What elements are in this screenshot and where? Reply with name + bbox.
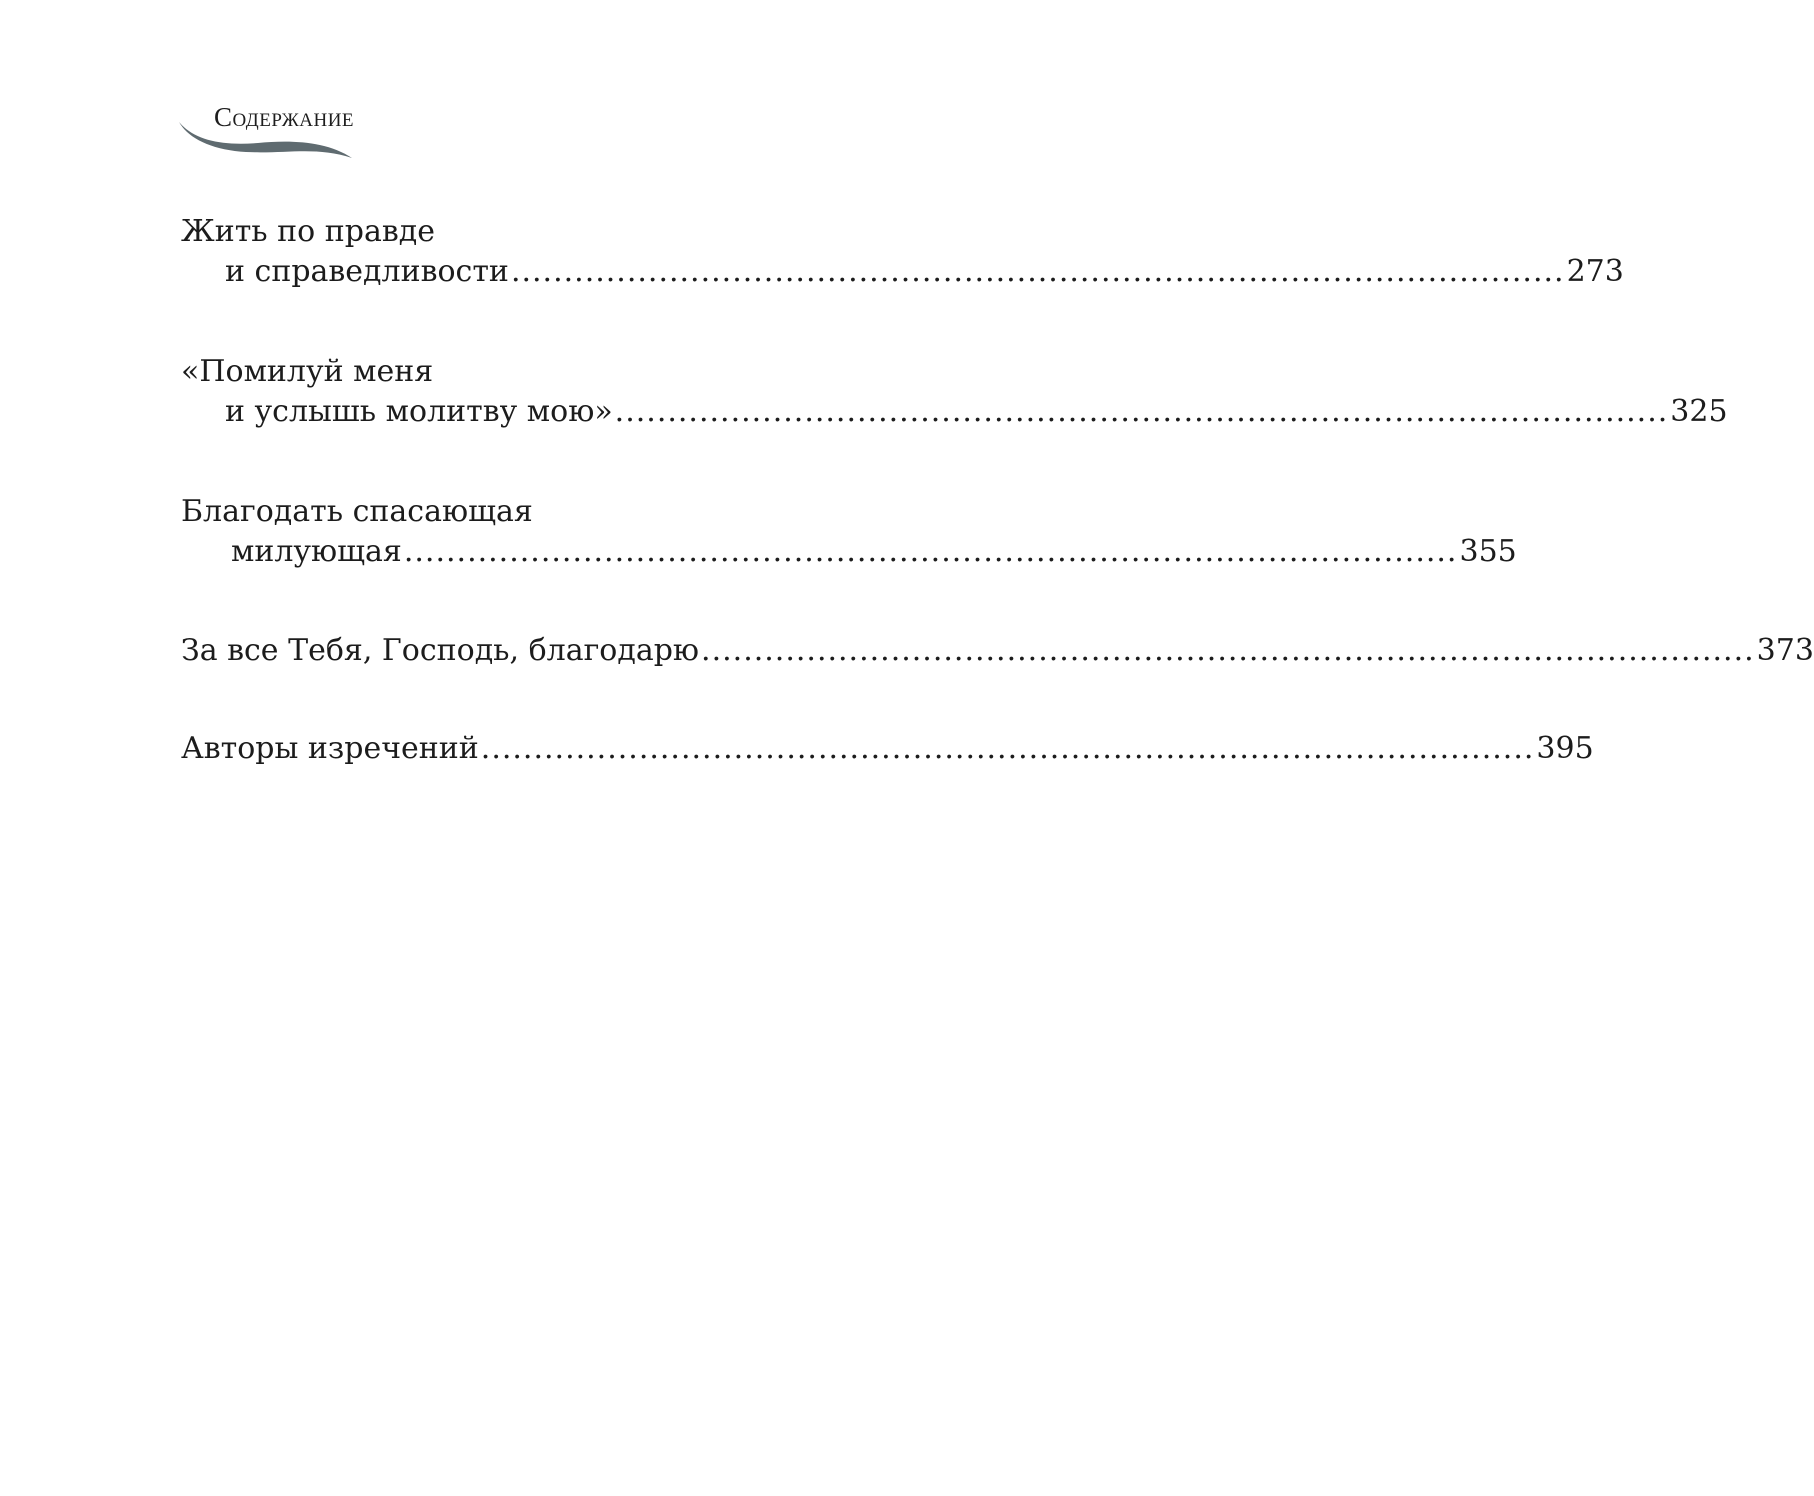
toc-entry-title-line1: Жить по правде (181, 214, 435, 249)
toc-entry-line (181, 631, 1814, 671)
contents-title: Содержание (214, 102, 355, 132)
toc-entry-title-line2 (181, 532, 1517, 572)
toc-page-number: 325 (1670, 394, 1728, 429)
toc-entry-title-line1: «Помилуй меня (181, 354, 434, 389)
toc-entry-title-continuation: и справедливости (225, 254, 509, 289)
section-header (176, 96, 416, 166)
dot-leader: .................................................................................................... (701, 633, 1755, 668)
toc-page-number: 273 (1566, 254, 1624, 289)
toc-entry-title: Авторы изречений (181, 731, 479, 766)
dot-leader: .................................................................................................... (510, 254, 1565, 289)
toc-entry-title: За все Тебя, Господь, благодарю (181, 633, 700, 668)
dot-leader: .................................................................................................... (480, 731, 1535, 766)
toc-entry-title-line2 (181, 392, 1728, 432)
toc-entry-title-line2 (181, 252, 1624, 292)
toc-entry-line (181, 729, 1594, 769)
toc-page-number: 355 (1459, 534, 1517, 569)
toc-page-number: 373 (1756, 633, 1814, 668)
toc-entry-title-continuation: милующая (231, 534, 402, 569)
dot-leader: .................................................................................................... (614, 394, 1669, 429)
toc-page-number: 395 (1536, 731, 1594, 766)
dot-leader: .................................................................................................... (403, 534, 1458, 569)
toc-entry-title-continuation: и услышь молитву мою» (225, 394, 613, 429)
toc-entry-title-line1: Благодать спасающая (181, 494, 533, 529)
